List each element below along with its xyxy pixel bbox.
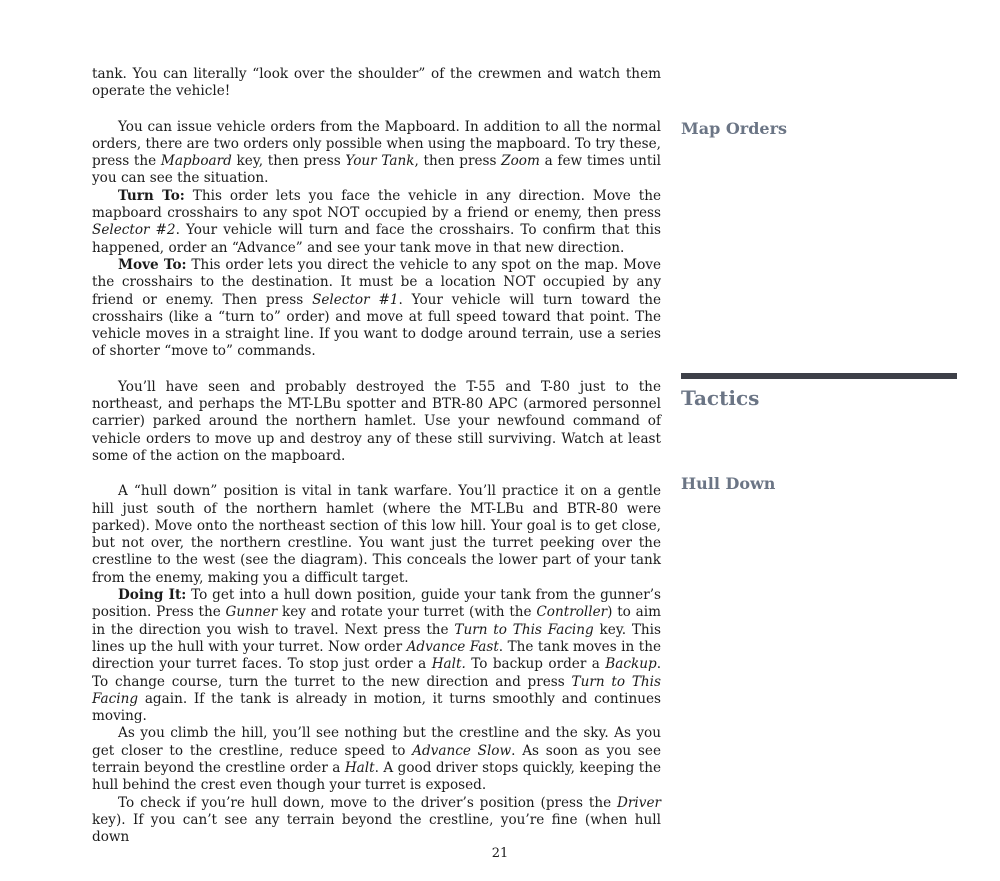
paragraph-tactics: You’ll have seen and probably destroyed the T-55 and T-80 just to the northeast, and perhaps the MT-LBu spotter and BTR-80 APC (armored personnel carrier) parked around the northern hamlet. Use your newfound command of vehicle orders to move up and destroy any of these still surviving. Watch at least some of the action on the mapboard. [92, 378, 661, 464]
paragraph-check: To check if you’re hull down, move to the driver’s position (press the Driver key). If you can’t see any terrain beyond the crestline, you’re fine (when hull down [92, 794, 661, 846]
paragraph-climb: As you climb the hill, you’ll see nothing but the crestline and the sky. As you get closer to the crestline, reduce speed to Advance Slow. As soon as you see terrain beyond the crestline order a Halt. A good driver stops quickly, keeping the hull behind the crest even though your turret is exposed. [92, 725, 661, 794]
move-to-label: Move To: [118, 256, 187, 273]
sidebar-heading-map-orders: Map Orders [681, 119, 788, 138]
page-number: 21 [491, 846, 509, 861]
paragraph-doing-it: Doing It: To get into a hull down position, guide your tank from the gunner’s position. Press the Gunner key and rotate your turret (with the Controller) to aim in the direction you wish to travel. Next press the Turn to This Facing key. This lines up the hull with your turret. Now order Advance Fast. The tank moves in the direction your turret faces. To stop just order a Halt. To backup order a Backup. To change course, turn the turret to the new direction and press Turn to This Facing again. If the tank is already in motion, it turns smoothly and continues moving. [92, 587, 662, 725]
doing-it-label: Doing It: [118, 587, 187, 604]
sidebar-heading-hull-down: Hull Down [681, 474, 776, 493]
paragraph-turn-to: Turn To: This order lets you face the vehicle in any direction. Move the mapboard crosshairs to any spot NOT occupied by a friend or enemy, then press Selector #2. Your vehicle will turn and face the crosshairs. To confirm that this happened, order an “Advance” and see your tank move in that new direction. [92, 187, 661, 256]
paragraph-map-orders: You can issue vehicle orders from the Mapboard. In addition to all the normal orders, there are two orders only possible when using the mapboard. To try these, press the Mapboard key, then press Your Tank, then press Zoom a few times until you can see the situation. [92, 118, 661, 187]
main-text-column [92, 66, 661, 846]
sidebar-heading-tactics: Tactics [681, 386, 760, 410]
paragraph-hull-down: A “hull down” position is vital in tank warfare. You’ll practice it on a gentle hill just south of the northern hamlet (where the MT-LBu and BTR-80 were parked). Move onto the northeast section of this low hill. Your goal is to get close, but not over, the northern crestline. You want just the turret peeking over the crestline to the west (see the diagram). This conceals the lower part of your tank from the enemy, making you a difficult target. [92, 483, 661, 586]
paragraph-move-to: Move To: This order lets you direct the vehicle to any spot on the map. Move the crosshairs to the destination. It must be a location NOT occupied by any friend or enemy. Then press Selector #1. Your vehicle will turn toward the crosshairs (like a “turn to” order) and move at full speed toward that point. The vehicle moves in a straight line. If you want to dodge around terrain, use a series of shorter “move to” commands. [92, 256, 661, 360]
section-divider-rule [681, 373, 957, 379]
turn-to-label: Turn To: [118, 187, 185, 204]
paragraph-intro: tank. You can literally “look over the shoulder” of the crewmen and watch them operate the vehicle! [92, 66, 661, 100]
